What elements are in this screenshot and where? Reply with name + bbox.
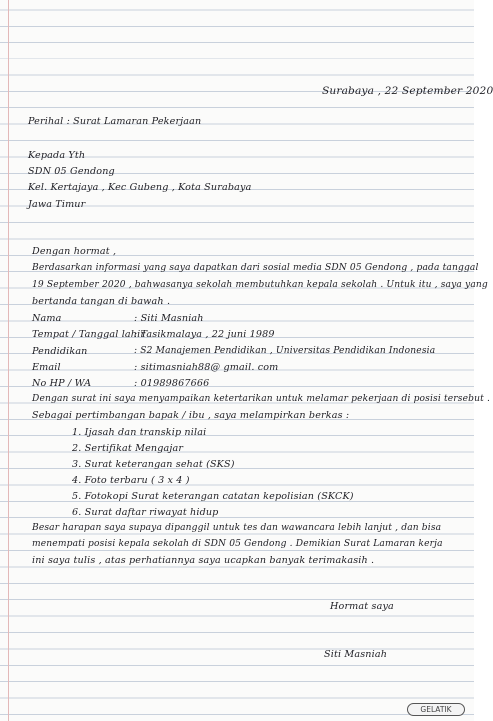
detail-value: : S2 Manajemen Pendidikan , Universitas Pendidikan Indonesia <box>134 346 436 356</box>
recipient-line: Kepada Yth <box>28 150 86 161</box>
body-line: Sebagai pertimbangan bapak / ibu , saya melampirkan berkas : <box>32 410 350 421</box>
margin-line <box>8 0 9 721</box>
closing-line: Besar harapan saya supaya dipanggil untuk tes dan wawancara lebih lanjut , dan bisa <box>32 523 442 533</box>
attachment-item: 5. Fotokopi Surat keterangan catatan kepolisian (SKCK) <box>72 491 354 502</box>
attachment-item: 3. Surat keterangan sehat (SKS) <box>72 459 235 470</box>
detail-label: Nama <box>32 313 62 324</box>
attachment-item: 1. Ijasah dan transkip nilai <box>72 427 207 438</box>
recipient-line: Kel. Kertajaya , Kec Gubeng , Kota Surabaya <box>28 182 252 193</box>
detail-label: Email <box>32 362 61 373</box>
greeting: Dengan hormat , <box>32 246 117 257</box>
detail-label: Tempat / Tanggal lahir <box>32 329 146 340</box>
body-line: Dengan surat ini saya menyampaikan ketertarikan untuk melamar pekerjaan di posisi tersebut . <box>32 394 491 404</box>
detail-label: Pendidikan <box>32 346 88 357</box>
detail-value: : sitimasniah88@ gmail. com <box>134 362 279 373</box>
closing-line: ini saya tulis , atas perhatiannya saya ucapkan banyak terimakasih . <box>32 555 375 566</box>
recipient-line: Jawa Timur <box>28 199 86 210</box>
attachment-item: 4. Foto terbaru ( 3 x 4 ) <box>72 475 190 486</box>
letter-subject: Perihal : Surat Lamaran Pekerjaan <box>28 116 202 127</box>
attachment-item: 6. Surat daftar riwayat hidup <box>72 507 219 518</box>
intro-line: 19 September 2020 , bahwasanya sekolah membutuhkan kepala sekolah . Untuk itu , saya yang <box>32 280 488 290</box>
attachment-item: 2. Sertifikat Mengajar <box>72 443 184 454</box>
gelatik-logo: GELATIK <box>407 703 465 716</box>
intro-line: bertanda tangan di bawah . <box>32 296 171 307</box>
signoff: Hormat saya <box>330 601 394 612</box>
letter-date: Surabaya , 22 September 2020 <box>322 85 493 97</box>
detail-label: No HP / WA <box>32 378 92 389</box>
detail-value: : Tasikmalaya , 22 juni 1989 <box>134 329 275 340</box>
signature-name: Siti Masniah <box>324 649 388 660</box>
detail-value: : 01989867666 <box>134 378 210 389</box>
recipient-line: SDN 05 Gendong <box>28 166 115 177</box>
detail-value: : Siti Masniah <box>134 313 204 324</box>
intro-line: Berdasarkan informasi yang saya dapatkan dari sosial media SDN 05 Gendong , pada tanggal <box>32 263 479 273</box>
closing-line: menempati posisi kepala sekolah di SDN 05 Gendong . Demikian Surat Lamaran kerja <box>32 539 443 549</box>
